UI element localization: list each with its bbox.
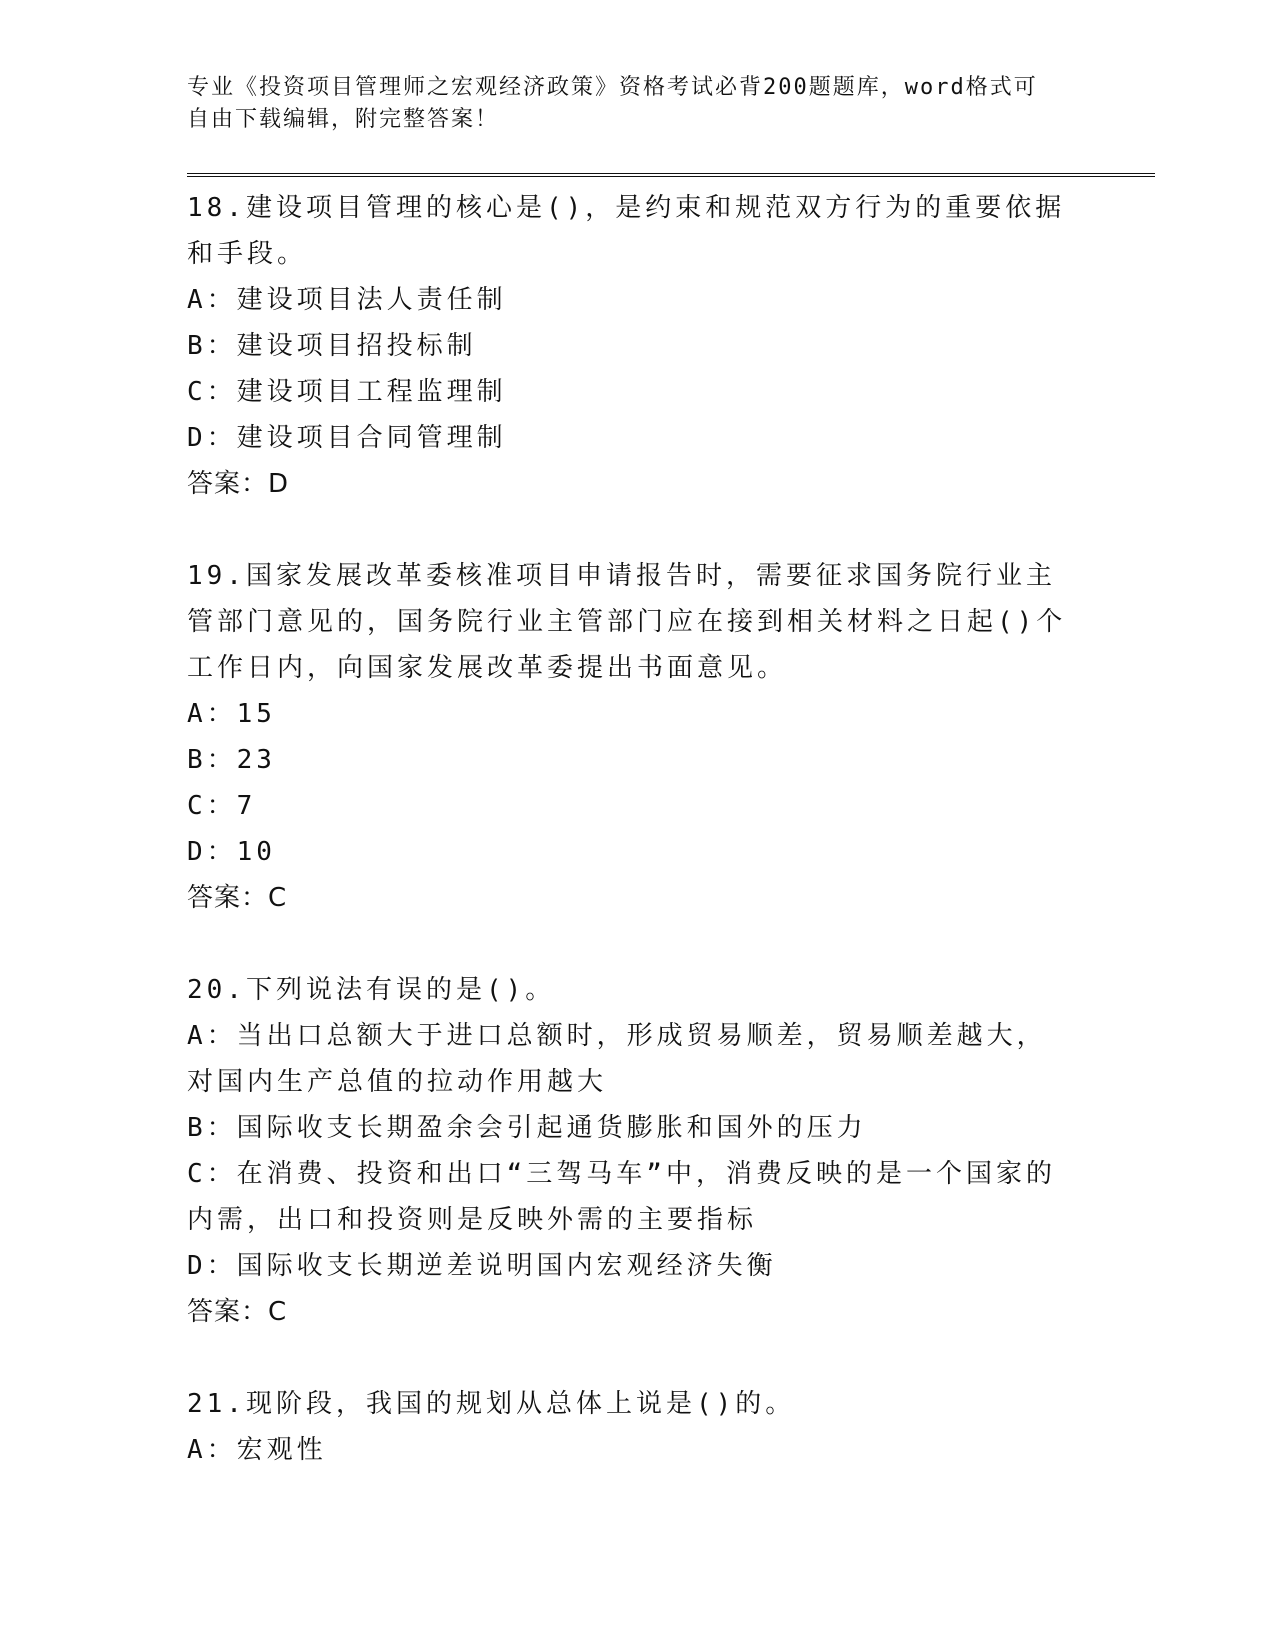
option-d: D：建设项目合同管理制: [187, 423, 507, 453]
option-c: C：建设项目工程监理制: [187, 377, 507, 407]
option-a: A：建设项目法人责任制: [187, 285, 507, 315]
question-stem: 21.现阶段，我国的规划从总体上说是()的。: [187, 1389, 796, 1419]
question-21: [187, 1381, 1087, 1473]
question-18: [187, 185, 1087, 507]
header-line-1: 专业《投资项目管理师之宏观经济政策》资格考试必背200题题库，word格式可: [187, 75, 1038, 100]
question-stem: 18.建设项目管理的核心是()，是约束和规范双方行为的重要依据和手段。: [187, 193, 1066, 269]
question-stem: 19.国家发展改革委核准项目申请报告时，需要征求国务院行业主管部门意见的，国务院行业主管部门应在接到相关材料之日起()个工作日内，向国家发展改革委提出书面意见。: [187, 561, 1067, 683]
option-a: A：宏观性: [187, 1435, 327, 1465]
answer-line: 答案：D: [187, 469, 290, 499]
answer-line: 答案：C: [187, 1297, 288, 1327]
question-19: [187, 553, 1087, 921]
answer-line: 答案：C: [187, 883, 288, 913]
option-d: D：10: [187, 837, 276, 867]
option-d: D：国际收支长期逆差说明国内宏观经济失衡: [187, 1251, 777, 1281]
option-b: B：23: [187, 745, 276, 775]
option-a: A：当出口总额大于进口总额时，形成贸易顺差，贸易顺差越大，对国内生产总值的拉动作用越大: [187, 1021, 1047, 1097]
option-c: C：在消费、投资和出口“三驾马车”中，消费反映的是一个国家的内需，出口和投资则是反映外需的主要指标: [187, 1159, 1056, 1235]
header-line-2: 自由下载编辑，附完整答案！: [187, 107, 500, 132]
question-20: [187, 967, 1087, 1335]
option-b: B：国际收支长期盈余会引起通货膨胀和国外的压力: [187, 1113, 867, 1143]
option-c: C：7: [187, 791, 257, 821]
document-header: [187, 72, 1067, 136]
question-stem: 20.下列说法有误的是()。: [187, 975, 556, 1005]
option-b: B：建设项目招投标制: [187, 331, 477, 361]
option-a: A：15: [187, 699, 276, 729]
document-page: [187, 72, 1087, 1473]
header-divider: [187, 173, 1155, 177]
